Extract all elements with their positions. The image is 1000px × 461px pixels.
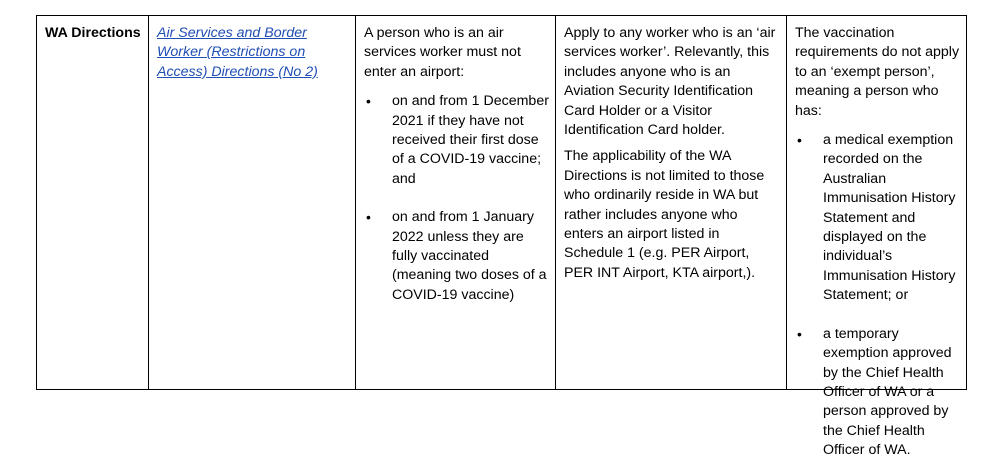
exemptions-intro: The vaccination requirements do not apply to an ‘exempt person’, meaning a person who has: — [795, 25, 960, 119]
direction-link[interactable]: Air Services and Border Worker (Restrictions on Access) Directions (No 2) — [157, 25, 318, 80]
directions-table — [36, 15, 967, 459]
applicability-paragraph: The applicability of the WA Directions is not limited to those who ordinarily reside in WA but rather includes anyone who enters an airport listed in Schedule 1 (e.g. PER Airport, PER INT Airport, KTA airport,). — [564, 148, 765, 281]
row-heading: WA Directions — [45, 25, 141, 41]
restriction-cell — [355, 16, 555, 389]
list-item: • a temporary exemption approved by the Chief Health Officer of WA or a person approved by the Chief Health Officer of WA. — [795, 325, 960, 461]
applicability-cell — [555, 16, 786, 389]
restriction-intro: A person who is an air services worker must not enter an airport: — [364, 25, 521, 80]
restriction-list — [364, 92, 549, 305]
exemptions-list — [795, 131, 960, 461]
direction-link-cell — [148, 16, 355, 389]
list-item: • on and from 1 January 2022 unless they are fully vaccinated (meaning two doses of a COVID-19 vaccine) — [364, 208, 549, 305]
heading-cell — [37, 16, 148, 389]
exemptions-cell — [786, 16, 966, 459]
list-item: • on and from 1 December 2021 if they have not received their first dose of a COVID-19 vaccine; and — [364, 92, 549, 189]
applicability-paragraph: Apply to any worker who is an ‘air services worker’. Relevantly, this includes anyone who is an Aviation Security Identification Card Holder or a Visitor Identification Card holder. — [564, 25, 776, 139]
list-item: • a medical exemption recorded on the Australian Immunisation History Statement and displayed on the individual’s Immunisation History Statement; or — [795, 131, 960, 306]
